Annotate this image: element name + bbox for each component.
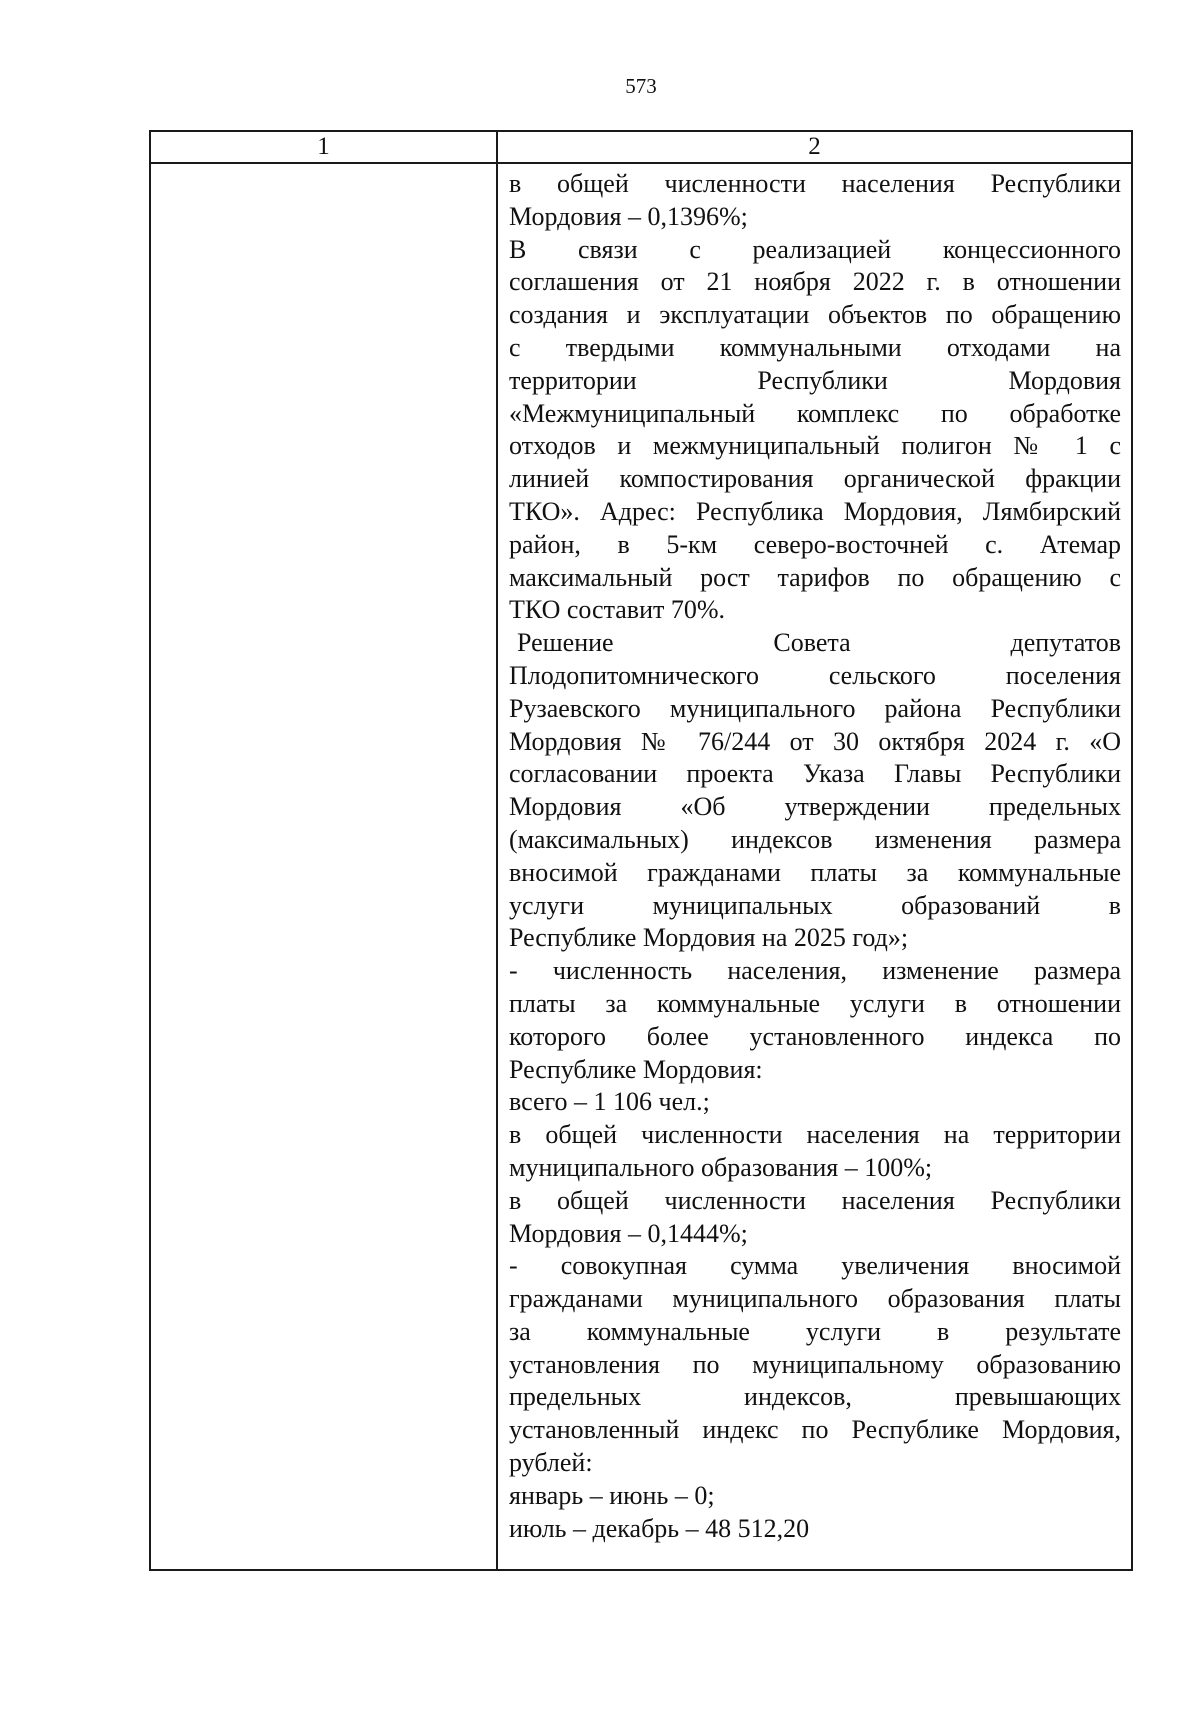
text-line: установления по муниципальному образованию <box>509 1349 1121 1379</box>
text-line: Мордовия – 0,1444%; <box>509 1218 748 1248</box>
text-line: - численность населения, изменение размера <box>509 956 1121 986</box>
text-line: территории Республики Мордовия <box>509 365 1121 395</box>
text-line: район, в 5-км северо-восточней с. Атемар <box>509 529 1121 559</box>
text-line: в общей численности населения Республики <box>509 1185 1121 1215</box>
header-cell-column-1: 1 <box>317 133 330 160</box>
document-table <box>149 130 1133 1571</box>
table-header-row <box>151 132 1131 164</box>
text-line: Мордовия № 76/244 от 30 октября 2024 г. «О <box>509 726 1121 756</box>
text-line: - совокупная сумма увеличения вносимой <box>509 1251 1121 1281</box>
header-cell-column-2: 2 <box>808 133 821 160</box>
text-line: январь – июнь – 0; <box>509 1480 715 1510</box>
text-line: создания и эксплуатации объектов по обращению <box>509 300 1121 330</box>
text-line: Республике Мордовия: <box>509 1054 763 1084</box>
table-cell-column-1 <box>151 164 496 1569</box>
text-line: Рузаевского муниципального района Республики <box>509 693 1121 723</box>
text-line: за коммунальные услуги в результате <box>509 1316 1121 1346</box>
text-line: всего – 1 106 чел.; <box>509 1087 710 1117</box>
text-line: согласовании проекта Указа Главы Республики <box>509 759 1121 789</box>
text-line: муниципального образования – 100%; <box>509 1152 933 1182</box>
text-line: гражданами муниципального образования платы <box>509 1284 1121 1314</box>
text-line: Республике Мордовия на 2025 год»; <box>509 923 909 953</box>
text-line: которого более установленного индекса по <box>509 1021 1121 1051</box>
text-line: линией компостирования органической фракции <box>509 464 1121 494</box>
text-line: отходов и межмуниципальный полигон № 1 с <box>509 431 1121 461</box>
text-line: вносимой гражданами платы за коммунальные <box>509 857 1121 887</box>
text-line: ТКО составит 70%. <box>509 595 726 625</box>
text-line: платы за коммунальные услуги в отношении <box>509 988 1121 1018</box>
text-line: июль – декабрь – 48 512,20 <box>509 1513 810 1543</box>
text-line: «Межмуниципальный комплекс по обработке <box>509 398 1121 428</box>
table-cell-column-2 <box>509 168 1121 1545</box>
text-line: в общей численности населения на территории <box>509 1120 1121 1150</box>
text-line: Мордовия – 0,1396%; <box>509 201 748 231</box>
text-line: ТКО». Адрес: Республика Мордовия, Лямбирский <box>509 496 1121 526</box>
column-divider <box>496 132 498 1569</box>
text-line: установленный индекс по Республике Мордовия, <box>509 1415 1121 1445</box>
text-line: соглашения от 21 ноября 2022 г. в отношении <box>509 267 1121 297</box>
text-line: предельных индексов, превышающих <box>509 1382 1121 1412</box>
text-line: Решение Совета депутатов <box>517 628 1121 658</box>
text-line: Мордовия «Об утверждении предельных <box>509 792 1121 822</box>
text-line: услуги муниципальных образований в <box>509 890 1121 920</box>
text-line: максимальный рост тарифов по обращению с <box>509 562 1121 592</box>
text-line: (максимальных) индексов изменения размера <box>509 824 1121 854</box>
text-line: В связи с реализацией концессионного <box>509 234 1121 264</box>
text-line: в общей численности населения Республики <box>509 169 1121 198</box>
text-line: рублей: <box>509 1448 593 1478</box>
page-number: 573 <box>625 74 657 98</box>
text-line: Плодопитомнического сельского поселения <box>509 660 1121 690</box>
text-line: с твердыми коммунальными отходами на <box>509 332 1121 362</box>
